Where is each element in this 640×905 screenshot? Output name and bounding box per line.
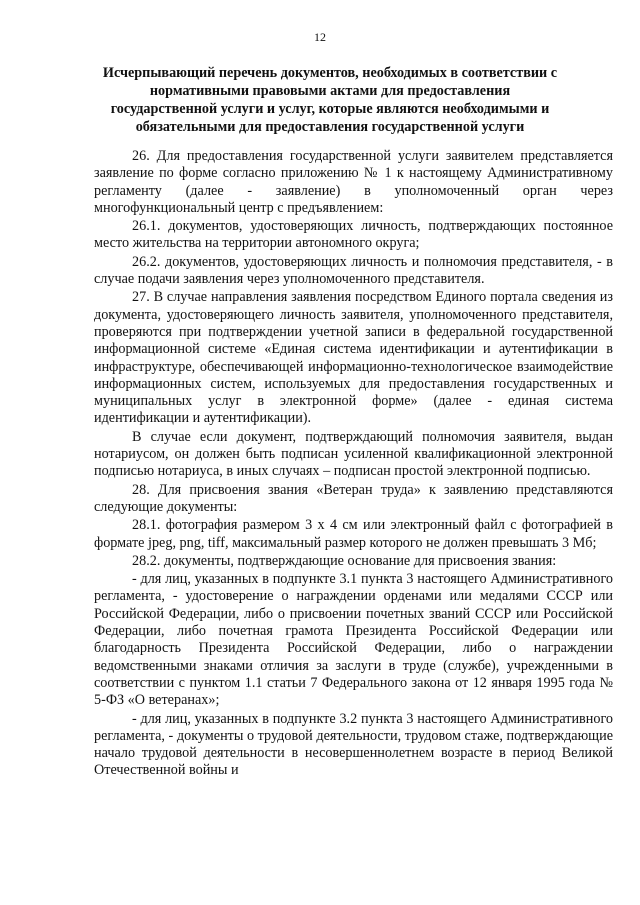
paragraph-26-2: 26.2. документов, удостоверяющих личность и полномочия представителя, - в случае подачи заявления через уполномоченного представителя. (94, 253, 613, 288)
paragraph-28: 28. Для присвоения звания «Ветеран труда» к заявлению представляются следующие документы: (94, 481, 613, 515)
paragraph-26: 26. Для предоставления государственной услуги заявителем представляется заявление по форме согласно приложению № 1 к настоящему Административному регламенту (далее - заявление) в уполномоченный орган через многофункциональный центр с предъявлением: (94, 148, 613, 216)
paragraph-26-1: 26.1. документов, удостоверяющих личность, подтверждающих постоянное место жительства на территории автономного округа; (94, 218, 613, 252)
paragraph-28-1: 28.1. фотография размером 3 х 4 см или электронный файл с фотографией в формате jpeg, png, tiff, максимальный размер которого не должен превышать 3 Мб; (94, 517, 613, 551)
paragraph-28-2-item-1: - для лиц, указанных в подпункте 3.1 пункта 3 настоящего Административного регламента, - удостоверение о награждении орденами или медалями СССР или Российской Федерации, либо о присвоении почетных званий СССР или Российской Федерации, либо почетная грамота Президента Российской Федерации или благодарность Президента Российской Федерации, либо о награждении ведомственными знаками отличия за заслуги в труде (службе), учрежденными в соответствии с пунктом 1.1 статьи 7 Федерального закона от 12 января 1995 года № 5-ФЗ «О ветеранах»; (94, 571, 613, 709)
page-number: 12 (314, 30, 326, 44)
paragraph-27: 27. В случае направления заявления посредством Единого портала сведения из документа, удостоверяющего личность заявителя, уполномоченного представителя, проверяются при подтверждении учетной записи в федеральной государственной информационной системе «Единая система идентификации и аутентификации в инфраструктуре, обеспечивающей информационно-технологическое взаимодействие информационных систем, используемых для предоставления государственных и муниципальных услуг в электронной форме» (далее - единая система идентификации и аутентификации). (94, 289, 613, 427)
paragraph-28-2-item-2: - для лиц, указанных в подпункте 3.2 пункта 3 настоящего Административного регламента, - документы о трудовой деятельности, трудовом стаже, подтверждающие начало трудовой деятельности в несовершеннолетнем возрасте в период Великой Отечественной войны и (94, 710, 613, 779)
document-body (94, 148, 613, 781)
paragraph-28-2: 28.2. документы, подтверждающие основание для присвоения звания: (132, 552, 557, 569)
section-title: Исчерпывающий перечень документов, необходимых в соответствии с нормативными правовыми актами для предоставления государственной услуги и услуг, которые являются необходимыми и обязательными для предоставления государственной услуги (102, 65, 558, 135)
paragraph-27-signature: В случае если документ, подтверждающий полномочия заявителя, выдан нотариусом, он должен быть подписан усиленной квалификационной электронной подписью нотариуса, в иных случаях – подписан простой электронной подписью. (94, 428, 613, 480)
